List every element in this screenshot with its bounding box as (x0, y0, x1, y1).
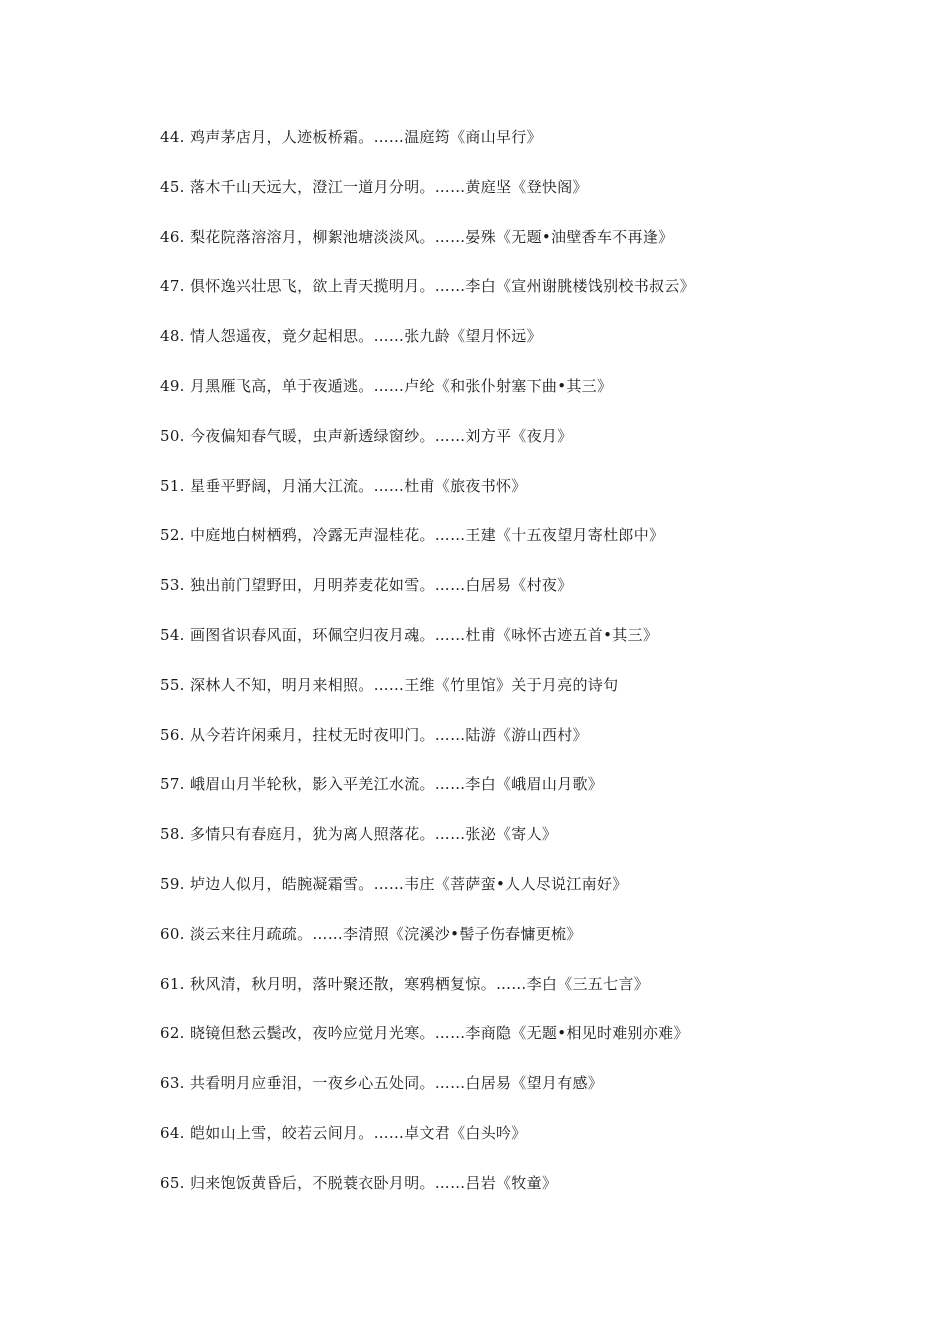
line-text: 从今若许闲乘月，拄杖无时夜叩门。……陆游《游山西村》 (190, 725, 588, 744)
line-number: 54. (160, 625, 185, 644)
line-text: 独出前门望野田，月明荞麦花如雪。……白居易《村夜》 (190, 576, 573, 595)
line-number: 56. (160, 725, 185, 744)
line-number: 65. (160, 1173, 185, 1192)
line-number: 45. (160, 177, 185, 196)
line-text: 多情只有春庭月，犹为离人照落花。……张泌《寄人》 (190, 825, 558, 844)
line-text: 鸡声茅店月，人迹板桥霜。……温庭筠《商山早行》 (190, 128, 542, 146)
line-number: 50. (160, 426, 185, 445)
line-text: 情人怨遥夜，竟夕起相思。……张九龄《望月怀远》 (190, 327, 542, 346)
poem-line (160, 724, 900, 774)
line-text: 梨花院落溶溶月，柳絮池塘淡淡风。……晏殊《无题•油壁香车不再逢》 (190, 227, 674, 246)
line-number: 55. (160, 675, 185, 694)
poem-line (160, 325, 900, 375)
poem-line (160, 823, 900, 873)
line-text: 峨眉山月半轮秋，影入平羌江水流。……李白《峨眉山月歌》 (190, 775, 604, 794)
poem-line (160, 1072, 900, 1122)
poem-line (160, 226, 900, 276)
line-text: 星垂平野阔，月涌大江流。……杜甫《旅夜书怀》 (190, 476, 527, 495)
line-number: 51. (160, 476, 185, 495)
line-text: 淡云来往月疏疏。……李清照《浣溪沙•髻子伤春慵更梳》 (190, 924, 582, 943)
poem-line (160, 1172, 900, 1222)
poem-line (160, 574, 900, 624)
line-text: 月黑雁飞高，单于夜遁逃。……卢纶《和张仆射塞下曲•其三》 (190, 376, 613, 395)
poem-line (160, 425, 900, 475)
line-number: 48. (160, 327, 185, 346)
line-text: 秋风清，秋月明，落叶聚还散，寒鸦栖复惊。……李白《三五七言》 (190, 974, 650, 993)
line-number: 58. (160, 825, 185, 844)
line-number: 62. (160, 1024, 185, 1043)
line-text: 垆边人似月，皓腕凝霜雪。……韦庄《菩萨蛮•人人尽说江南好》 (190, 874, 628, 893)
line-text: 共看明月应垂泪，一夜乡心五处同。……白居易《望月有感》 (190, 1074, 604, 1093)
poem-line (160, 773, 900, 823)
line-text: 归来饱饭黄昏后，不脱蓑衣卧月明。……吕岩《牧童》 (190, 1173, 558, 1192)
poem-line (160, 674, 900, 724)
poem-line (160, 524, 900, 574)
line-text: 画图省识春风面，环佩空归夜月魂。……杜甫《咏怀古迹五首•其三》 (190, 625, 659, 644)
line-number: 60. (160, 924, 185, 943)
poem-line (160, 275, 900, 325)
line-text: 落木千山天远大，澄江一道月分明。……黄庭坚《登快阁》 (190, 177, 588, 196)
line-number: 57. (160, 775, 185, 794)
line-number: 47. (160, 277, 185, 296)
poem-line (160, 126, 900, 176)
line-text: 今夜偏知春气暖，虫声新透绿窗纱。……刘方平《夜月》 (190, 426, 573, 445)
line-text: 晓镜但愁云鬓改，夜吟应觉月光寒。……李商隐《无题•相见时难别亦难》 (190, 1024, 689, 1043)
poem-line (160, 475, 900, 525)
poem-line-list (160, 126, 900, 1222)
line-number: 49. (160, 376, 185, 395)
poem-line (160, 973, 900, 1023)
poem-line (160, 873, 900, 923)
poem-line (160, 923, 900, 973)
line-text: 中庭地白树栖鸦，冷露无声湿桂花。……王建《十五夜望月寄杜郎中》 (190, 526, 665, 545)
line-number: 61. (160, 974, 185, 993)
line-text: 深林人不知，明月来相照。……王维《竹里馆》关于月亮的诗句 (190, 675, 619, 694)
poem-line (160, 624, 900, 674)
line-number: 53. (160, 576, 185, 595)
line-text: 皑如山上雪，皎若云间月。……卓文君《白头吟》 (190, 1123, 527, 1142)
line-number: 59. (160, 874, 185, 893)
poem-line (160, 1122, 900, 1172)
line-number: 64. (160, 1123, 185, 1142)
poem-line (160, 1022, 900, 1072)
poem-line (160, 375, 900, 425)
line-text: 俱怀逸兴壮思飞，欲上青天揽明月。……李白《宣州谢朓楼饯别校书叔云》 (190, 277, 695, 296)
line-number: 44. (160, 128, 185, 146)
line-number: 63. (160, 1074, 185, 1093)
poem-line (160, 176, 900, 226)
line-number: 46. (160, 227, 185, 246)
line-number: 52. (160, 526, 185, 545)
